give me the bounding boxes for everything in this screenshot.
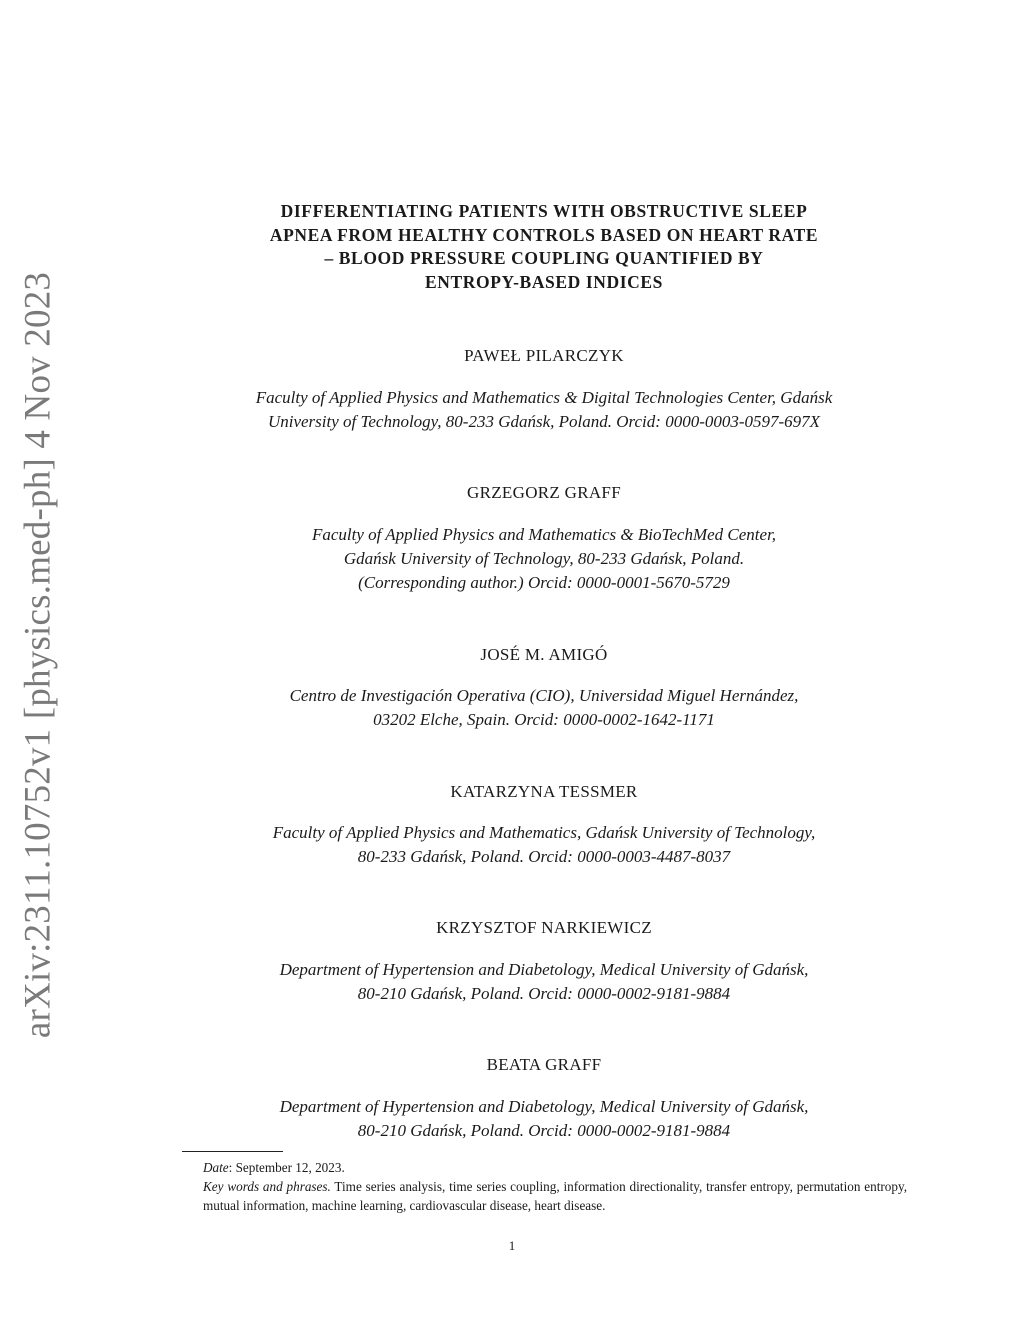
author-affiliation (180, 523, 908, 595)
author-affiliation (180, 1095, 908, 1143)
footnote (182, 1158, 907, 1215)
affiliation-line: Faculty of Applied Physics and Mathematics & Digital Technologies Center, Gdańsk (255, 388, 833, 407)
author-affiliation (180, 958, 908, 1006)
author-name: BEATA GRAFF (486, 1055, 602, 1074)
author-name: JOSÉ M. AMIGÓ (480, 645, 608, 664)
title-line: DIFFERENTIATING PATIENTS WITH OBSTRUCTIVE SLEEP (280, 201, 808, 221)
affiliation-line: Department of Hypertension and Diabetology, Medical University of Gdańsk, (279, 960, 809, 979)
author-affiliation (180, 821, 908, 869)
date-label: Date (203, 1160, 229, 1175)
affiliation-line: 03202 Elche, Spain. Orcid: 0000-0002-1642-1171 (373, 710, 715, 729)
paper-title (180, 200, 908, 294)
affiliation-line: (Corresponding author.) Orcid: 0000-0001-5670-5729 (358, 573, 730, 592)
author-name: KATARZYNA TESSMER (450, 782, 638, 801)
keywords-line (182, 1177, 907, 1215)
affiliation-line: 80-233 Gdańsk, Poland. Orcid: 0000-0003-4487-8037 (357, 847, 731, 866)
author-name: GRZEGORZ GRAFF (467, 483, 621, 502)
affiliation-line: Centro de Investigación Operativa (CIO), Universidad Miguel Hernández, (289, 686, 799, 705)
keywords-text: Time series analysis, time series coupling, information directionality, transfer entropy, permutation entropy, mutual information, machine learning, cardiovascular disease, heart disease. (203, 1179, 907, 1213)
affiliation-line: University of Technology, 80-233 Gdańsk, Poland. Orcid: 0000-0003-0597-697X (267, 412, 821, 431)
footnote-rule (182, 1151, 283, 1152)
affiliation-line: Gdańsk University of Technology, 80-233 Gdańsk, Poland. (343, 549, 745, 568)
affiliation-line: 80-210 Gdańsk, Poland. Orcid: 0000-0002-9181-9884 (357, 984, 731, 1003)
title-line: APNEA FROM HEALTHY CONTROLS BASED ON HEART RATE (269, 224, 819, 245)
keywords-label: Key words and phrases. (203, 1179, 331, 1194)
date-value: : September 12, 2023. (228, 1160, 345, 1175)
author-affiliation (180, 684, 908, 732)
arxiv-identifier: arXiv:2311.10752v1 [physics.med-ph] 4 Nov 2023 (17, 271, 59, 1039)
affiliation-line: Faculty of Applied Physics and Mathematics, Gdańsk University of Technology, (272, 823, 816, 842)
date-line (182, 1158, 907, 1177)
title-line: – BLOOD PRESSURE COUPLING QUANTIFIED BY (324, 248, 764, 268)
affiliation-line: Faculty of Applied Physics and Mathematics & BioTechMed Center, (311, 525, 777, 544)
author-name: KRZYSZTOF NARKIEWICZ (436, 918, 652, 937)
affiliation-line: Department of Hypertension and Diabetology, Medical University of Gdańsk, (279, 1097, 809, 1116)
author-affiliation (180, 386, 908, 434)
affiliation-line: 80-210 Gdańsk, Poland. Orcid: 0000-0002-9181-9884 (357, 1121, 731, 1140)
page-number: 1 (508, 1238, 516, 1253)
title-line: ENTROPY-BASED INDICES (424, 271, 664, 292)
author-name: PAWEŁ PILARCZYK (464, 346, 624, 365)
